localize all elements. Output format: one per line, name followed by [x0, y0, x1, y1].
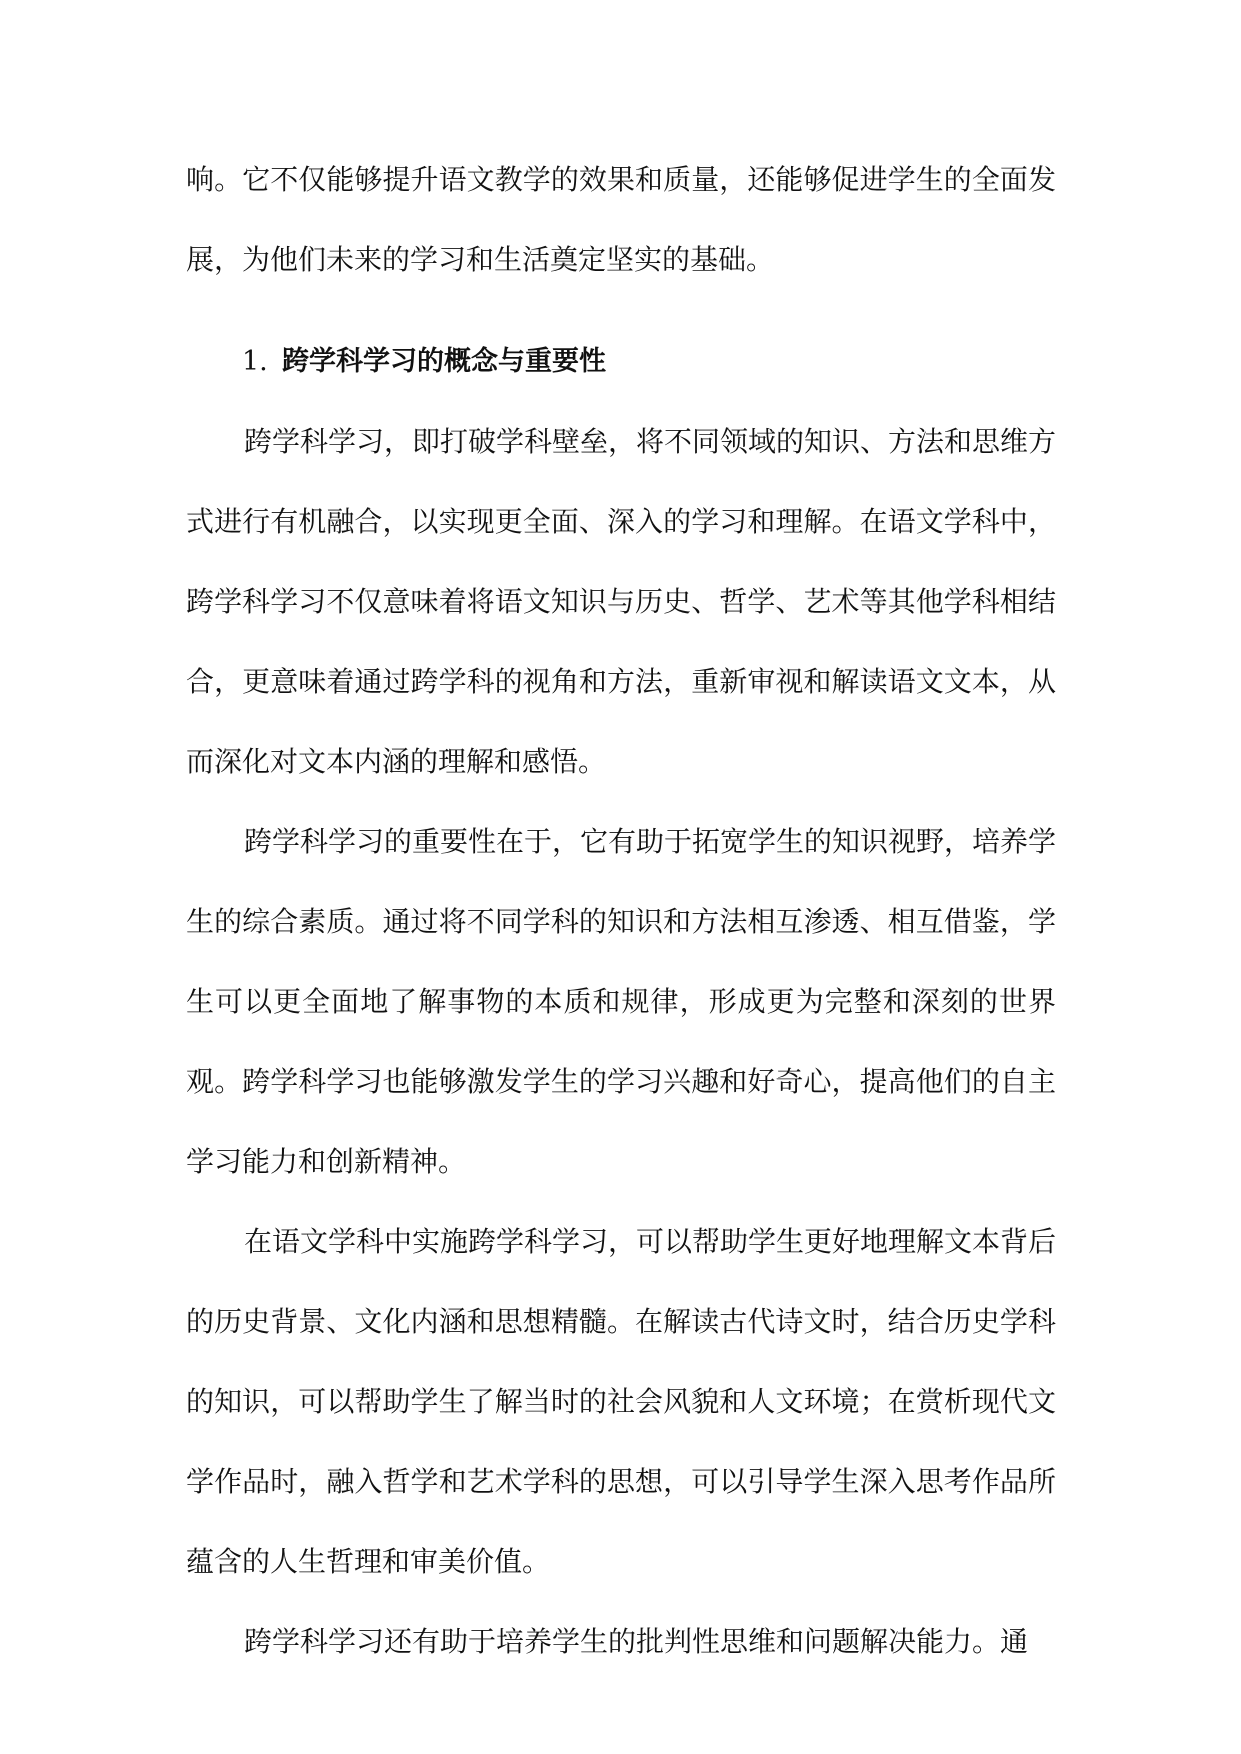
- text-column: [186, 140, 1056, 1682]
- body-paragraph: 在语文学科中实施跨学科学习，可以帮助学生更好地理解文本背后的历史背景、文化内涵和思想精髓。在解读古代诗文时，结合历史学科的知识，可以帮助学生了解当时的社会风貌和人文环境；在赏析现代文学作品时，融入哲学和艺术学科的思想，可以引导学生深入思考作品所蕴含的人生哲理和审美价值。: [186, 1225, 1057, 1578]
- continued-paragraph: 响。它不仅能够提升语文教学的效果和质量，还能够促进学生的全面发展，为他们未来的学习和生活奠定坚实的基础。: [186, 163, 1056, 276]
- section-title: 跨学科学习的概念与重要性: [282, 346, 606, 377]
- section-number: 1.: [242, 346, 268, 377]
- body-paragraph: 跨学科学习还有助于培养学生的批判性思维和问题解决能力。通: [244, 1625, 1029, 1658]
- body-paragraph: 跨学科学习，即打破学科壁垒，将不同领域的知识、方法和思维方式进行有机融合，以实现更全面、深入的学习和理解。在语文学科中，跨学科学习不仅意味着将语文知识与历史、哲学、艺术等其他学科相结合，更意味着通过跨学科的视角和方法，重新审视和解读语文文本，从而深化对文本内涵的理解和感悟。: [186, 425, 1057, 778]
- section-heading: [186, 300, 1056, 402]
- body-paragraph: 跨学科学习的重要性在于，它有助于拓宽学生的知识视野，培养学生的综合素质。通过将不同学科的知识和方法相互渗透、相互借鉴，学生可以更全面地了解事物的本质和规律，形成更为完整和深刻的世界观。跨学科学习也能够激发学生的学习兴趣和好奇心，提高他们的自主学习能力和创新精神。: [186, 825, 1057, 1178]
